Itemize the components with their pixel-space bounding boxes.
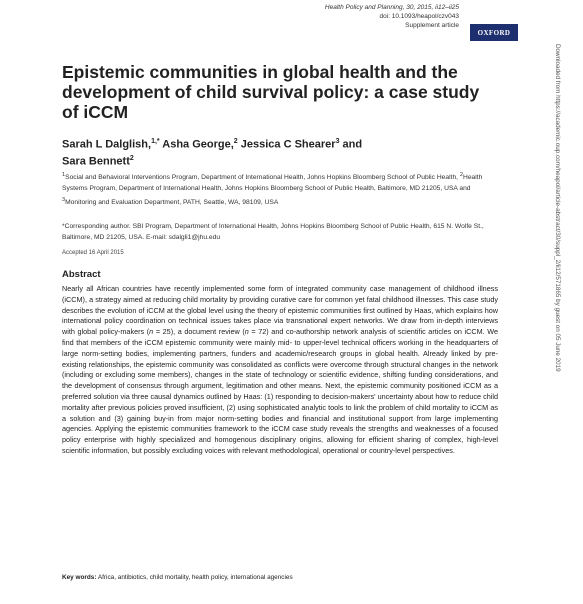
abstract-part: Nearly all African countries have recently implemented some form of integrated community case management of childhood illness (iCCM), a strategy aimed at reducing child mortality by providing curative care for common yet fatal childhood illnesses. This case study describes the evolution of iCCM at the global level using the theory of epistemic communities first outlined by Haas, which explains how international policy coordination on technical issues takes place via transnational expert networks. We draw from in-depth interviews with global policy-makers ( [62, 284, 498, 337]
author-conjunction: and [339, 138, 363, 151]
author-name[interactable]: Jessica C Shearer [237, 138, 336, 151]
author-affiliation-marker: 2 [129, 154, 134, 162]
article-type-label: Supplement article [405, 22, 459, 29]
affiliation-text: Health Systems Program, Department of International Health, Johns Hopkins Bloomberg School of Public Health, Baltimore, MD 21205, USA and [62, 174, 483, 193]
abstract-part: = 72) and co-authorship network analysis of scientific articles on iCCM. We find that members of the iCCM epistemic community were mainly mid- to upper-level technical officers working in the headquarters of large norm-setting bodies, implementing partners, funders and academic/research groups in global health. Already linked by pre-existing relationships, the epistemic community was consolidated as conflicts were overcome through structural changes in the network (including or excluding some members), changes in the state of technology or scientific evidence, shifting funding considerations, and the development of consensus through argument, legitimation and other means. Next, the epistemic community positioned iCCM as a preferred solution via three causal dynamics outlined by Haas: (1) responding to decision-makers' uncertainty about how to reduce child mortality after previous policies proved insufficient, (2) using sophisticated analytic tools to link the problem of child mortality to iCCM as a solution and (3) gaining buy-in from major norm-setting bodies and financial and institutional support from large implementing agencies. Applying the epistemic communities framework to the iCCM case study reveals the strengths and weaknesses of a focused policy enterprise with highly specialized and homogenous disciplinary origins, allowing for efficient sharing of complex, high-level scientific information, but possibly excluding voices with relevant methodological, operational or country-level perspectives. [62, 327, 498, 455]
keywords [62, 573, 498, 582]
author-affiliation-marker: 2 [233, 138, 238, 145]
affiliation-marker: 3 [62, 196, 66, 203]
affiliations [62, 170, 492, 209]
affiliation-marker: 1 [62, 172, 66, 178]
affiliation-text: Social and Behavioral Interventions Program, Department of International Health, Johns Hopkins Bloomberg School of Public Health, [65, 174, 460, 182]
author-name[interactable]: Sara Bennett [62, 155, 130, 168]
abstract-text [62, 284, 498, 457]
journal-header [325, 3, 459, 30]
download-notice[interactable]: Downloaded from https://academic.oup.com/heapol/article-abstract/30/suppl_2/ii12/571865 by guest on 05 June 2019 [554, 44, 561, 372]
affiliation-marker: 2 [459, 172, 463, 178]
author-name[interactable]: Asha George, [159, 138, 234, 151]
article-title: Epistemic communities in global health and the development of child survival policy: a case study of iCCM [62, 62, 480, 122]
italic-n: n [244, 327, 249, 337]
abstract-part: = 25), a document review ( [153, 327, 245, 337]
oxford-logo: OXFORD [470, 24, 518, 41]
corresponding-text: Corresponding author. SBI Program, Department of International Health, Johns Hopkins Bloomberg School of Public Health, 615 N. Wolfe St., Baltimore, MD 21205, USA. E-mail: sdalgli1@jhu.edu [62, 223, 484, 241]
journal-citation: Health Policy and Planning, 30, 2015, ii12–ii25 [324, 4, 459, 11]
italic-n: n [149, 327, 154, 337]
author-affiliation-marker: 3 [335, 138, 340, 145]
author-name[interactable]: Sarah L Dalglish, [62, 138, 152, 151]
affiliation-text: Monitoring and Evaluation Department, PATH, Seattle, WA, 98109, USA [65, 199, 279, 207]
author-list [62, 135, 482, 168]
corresponding-author [62, 222, 492, 244]
corresponding-marker: * [62, 223, 65, 230]
keywords-label: Key words: [62, 574, 97, 581]
accepted-date: Accepted 16 April 2015 [62, 250, 124, 256]
keywords-list: Africa, antibiotics, child mortality, health policy, international agencies [96, 574, 293, 581]
abstract-heading: Abstract [62, 269, 101, 280]
doi-link[interactable]: doi: 10.1093/heapol/czv043 [379, 13, 459, 20]
author-affiliation-marker: 1,* [151, 138, 160, 145]
